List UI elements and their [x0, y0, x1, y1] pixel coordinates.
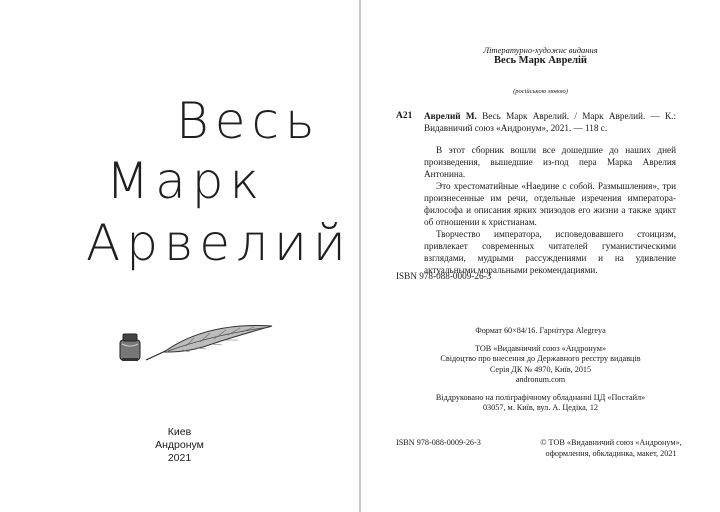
copyright-line: © ТОВ «Видавничий союз «Андронум», — [540, 438, 682, 447]
title-line-2: Марк — [106, 152, 266, 210]
imprint-city: Киев — [167, 426, 192, 438]
inkwell-icon — [120, 334, 140, 361]
left-imprint — [0, 426, 359, 465]
printer-line: 03057, м. Київ, вул. А. Цедіка, 12 — [482, 403, 599, 412]
imprint-publisher: Андронум — [155, 439, 204, 451]
biblio-author: Аврелий М. — [424, 111, 477, 121]
series-label: Літературно-художнє видання — [483, 45, 598, 55]
left-page — [0, 0, 359, 512]
quill-feather-icon — [146, 326, 272, 360]
publisher-line: Серія ДК № 4970, Київ, 2015 — [489, 364, 592, 374]
abstract-paragraph: В этот сборник вошли все дошедшие до наших дней произведения, вышедшие из-под пера Марка Аврелия Антонина. — [424, 145, 676, 179]
imprint-year: 2021 — [167, 452, 192, 464]
copyright-line: оформлення, обкладинка, макет, 2021 — [545, 449, 677, 458]
inkwell-quill-illustration — [116, 318, 276, 366]
right-page — [361, 0, 720, 512]
publisher-website: andronum.com — [515, 375, 566, 384]
udc-code: А21 — [396, 111, 413, 121]
publisher-line: Свідоцтво про внесення до Державного реєстру видавців — [440, 354, 641, 363]
technical-imprint — [361, 326, 720, 414]
isbn: ISBN 978-088-0009-26-3 — [396, 271, 492, 281]
title-line-1: Весь — [176, 92, 321, 150]
book-title: Весь Марк Аврелій — [494, 55, 587, 66]
title-line-3: Арвелий — [86, 214, 352, 272]
abstract-paragraph: Творчество императора, исповедовавшего стоицизм, привлекает современных читателей гуманистическими взглядами, мудрыми рассуждениями и на удивление актуальными моральными рекомендациями. — [424, 229, 676, 275]
format-line: Формат 60×84/16. Гарнітура Alegreya — [475, 326, 606, 335]
copyright — [536, 437, 686, 459]
bibliographic-record — [424, 110, 676, 134]
biblio-text: Весь Марк Аврелий. / Марк Аврелий. — К.: Видавничий союз «Андронум», 2021. — 118 с. — [424, 111, 677, 133]
bottom-isbn: ISBN 978-088-0009-26-3 — [396, 438, 481, 447]
language-note: (російською мовою) — [513, 88, 568, 95]
abstract — [424, 144, 676, 276]
abstract-paragraph: Это хрестоматийные «Наедине с собой. Размышления», три произнесенные им речи, отдельные изречения императора-философа и описания ярких эпизодов его жизни а также эдикт об отношении к христианам. — [424, 181, 676, 227]
publisher-line: ТОВ «Видавничий союз «Андронум» — [474, 343, 607, 353]
printer-line: Віддруковано на поліграфічному обладнанні ЦД «Постайл» — [435, 392, 646, 402]
